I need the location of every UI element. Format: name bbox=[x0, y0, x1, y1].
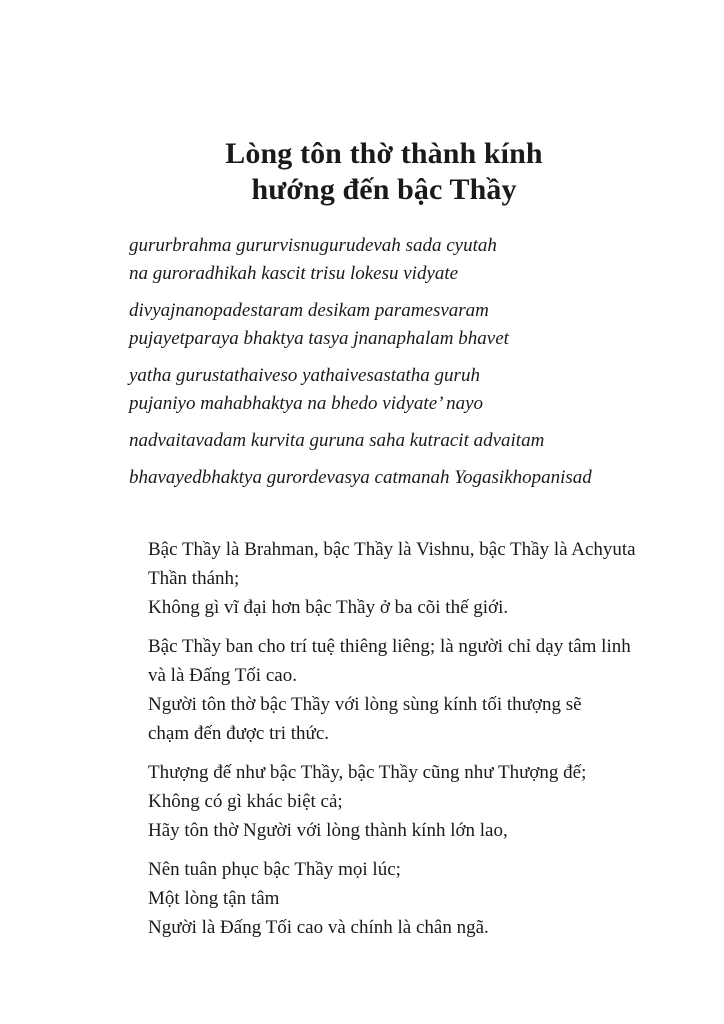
translation-line: Hãy tôn thờ Người với lòng thành kính lớn lao, bbox=[148, 820, 508, 841]
sanskrit-line: gururbrahma gururvisnugurudevah sada cyutah bbox=[129, 235, 497, 256]
sanskrit-verses bbox=[129, 232, 689, 492]
sanskrit-verse bbox=[129, 232, 689, 288]
sanskrit-line: divyajnanopadestaram desikam paramesvaram bbox=[129, 300, 489, 321]
translation-line: Nên tuân phục bậc Thầy mọi lúc; bbox=[148, 859, 401, 880]
translation-line: Thượng đế như bậc Thầy, bậc Thầy cũng như Thượng đế; bbox=[148, 762, 587, 783]
translation-stanza bbox=[148, 632, 708, 748]
page-title bbox=[0, 136, 724, 208]
sanskrit-verse bbox=[129, 464, 689, 492]
translation-stanza bbox=[148, 535, 708, 622]
sanskrit-verse bbox=[129, 297, 689, 353]
title-line-2: hướng đến bậc Thầy bbox=[251, 173, 517, 206]
sanskrit-line: pujayetparaya bhaktya tasya jnanaphalam bhavet bbox=[129, 328, 509, 349]
translation-line: Bậc Thầy là Brahman, bậc Thầy là Vishnu, bậc Thầy là Achyuta bbox=[148, 539, 636, 560]
translation-line: Không có gì khác biệt cả; bbox=[148, 791, 343, 812]
sanskrit-verse bbox=[129, 362, 689, 418]
sanskrit-line: pujaniyo mahabhaktya na bhedo vidyate’ nayo bbox=[129, 393, 484, 414]
title-line-1: Lòng tôn thờ thành kính bbox=[225, 137, 543, 170]
translation-line: và là Đấng Tối cao. bbox=[148, 665, 297, 686]
sanskrit-verse bbox=[129, 427, 689, 455]
sanskrit-line: yatha gurustathaiveso yathaivesastatha guruh bbox=[129, 365, 480, 386]
sanskrit-line: na guroradhikah kascit trisu lokesu vidyate bbox=[129, 263, 459, 284]
translation-line: Người là Đấng Tối cao và chính là chân ngã. bbox=[148, 917, 489, 938]
translation-line: chạm đến được tri thức. bbox=[148, 723, 330, 744]
sanskrit-line: bhavayedbhaktya gurordevasya catmanah Yogasikhopanisad bbox=[129, 467, 592, 488]
sanskrit-line: nadvaitavadam kurvita guruna saha kutracit advaitam bbox=[129, 430, 545, 451]
vietnamese-translation bbox=[148, 535, 708, 942]
translation-line: Bậc Thầy ban cho trí tuệ thiêng liêng; là người chỉ dạy tâm linh bbox=[148, 636, 631, 657]
translation-line: Không gì vĩ đại hơn bậc Thầy ở ba cõi thế giới. bbox=[148, 597, 509, 618]
translation-line: Một lòng tận tâm bbox=[148, 888, 280, 909]
translation-line: Thần thánh; bbox=[148, 568, 240, 589]
translation-stanza bbox=[148, 855, 708, 942]
translation-line: Người tôn thờ bậc Thầy với lòng sùng kính tối thượng sẽ bbox=[148, 694, 582, 715]
translation-stanza bbox=[148, 758, 708, 845]
